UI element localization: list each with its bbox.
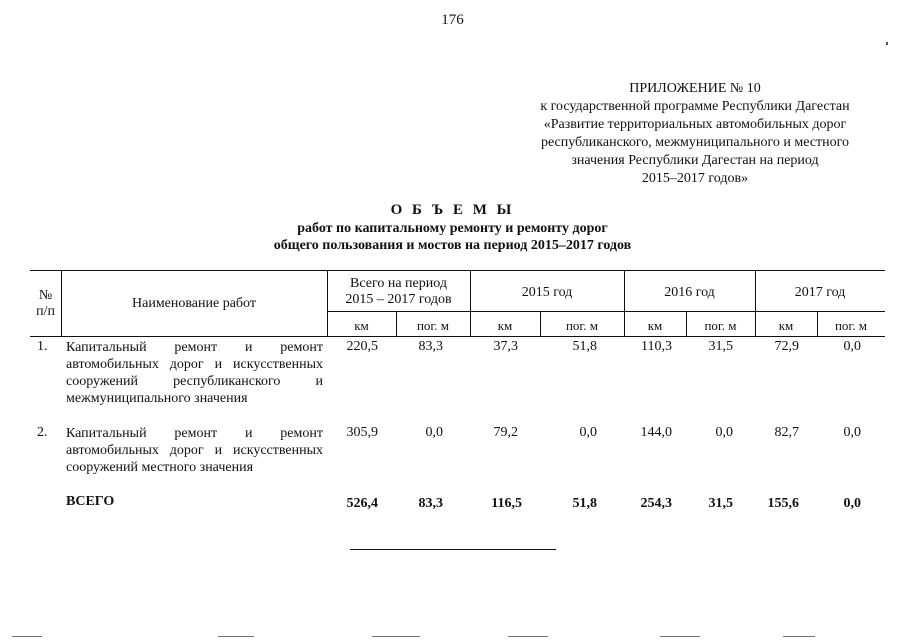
row-name: Капитальный ремонт и ремонт автомобильных дорог и искусственных сооружений местного значения (66, 426, 323, 475)
appendix-line: значения Республики Дагестан на период (571, 153, 819, 168)
scan-edge-mark (783, 636, 815, 637)
page-number: 176 (441, 12, 464, 28)
subheader-pog-m: пог. м (565, 318, 599, 333)
total-value: 526,4 (346, 496, 378, 511)
row-name: Капитальный ремонт и ремонт автомобильных дорог и искусственных сооружений республиканского и межмуниципального значения (66, 340, 323, 406)
subheader-pog-m: пог. м (416, 318, 450, 333)
row-number: 2. (37, 425, 48, 440)
title-main: О Б Ъ Е М Ы (390, 202, 515, 218)
value-cell: 72,9 (774, 339, 799, 354)
value-cell: 0,0 (579, 425, 597, 440)
appendix-line: 2015–2017 годов» (641, 171, 749, 186)
table-top-rule (30, 270, 885, 271)
scan-edge-mark (372, 636, 420, 637)
subheader-km: км (497, 318, 513, 333)
appendix-line: «Развитие территориальных автомобильных дорог (543, 117, 847, 132)
document-title (0, 200, 905, 254)
header-2015: 2015 год (521, 285, 573, 300)
header-total (327, 276, 470, 308)
row-number: 1. (37, 339, 48, 354)
value-cell: 110,3 (641, 339, 672, 354)
appendix-line: к государственной программе Республики Дагестан (540, 99, 850, 114)
value-cell: 305,9 (346, 425, 378, 440)
value-cell: 0,0 (715, 425, 733, 440)
scan-edge-mark (12, 636, 42, 637)
total-value: 83,3 (418, 496, 443, 511)
value-cell: 0,0 (843, 425, 861, 440)
scan-edge-mark (508, 636, 548, 637)
subheader-pog-m: пог. м (834, 318, 868, 333)
value-cell: 144,0 (640, 425, 672, 440)
header-number (30, 288, 61, 320)
appendix-line: республиканского, межмуниципального и местного (540, 135, 850, 150)
total-value: 51,8 (572, 496, 597, 511)
value-cell: 82,7 (774, 425, 799, 440)
header-number-line: п/п (36, 304, 55, 319)
subheader-km: км (354, 318, 369, 333)
title-line: работ по капитальному ремонту и ремонту дорог (297, 221, 608, 236)
subheader-rule (327, 311, 885, 312)
scan-mark (886, 42, 888, 45)
value-cell: 37,3 (493, 339, 518, 354)
value-cell: 83,3 (418, 339, 443, 354)
subheader-km: км (778, 318, 794, 333)
header-2017: 2017 год (794, 285, 846, 300)
subheader-km: км (647, 318, 663, 333)
total-value: 0,0 (843, 496, 861, 511)
header-total-line: 2015 – 2017 годов (345, 292, 452, 307)
total-label: ВСЕГО (66, 494, 115, 509)
appendix-block (520, 80, 870, 188)
value-cell: 31,5 (708, 339, 733, 354)
total-value: 155,6 (767, 496, 799, 511)
value-cell: 220,5 (346, 339, 378, 354)
subheader-pog-m: пог. м (704, 318, 737, 333)
total-value: 31,5 (708, 496, 733, 511)
value-cell: 51,8 (572, 339, 597, 354)
title-line: общего пользования и мостов на период 2015–2017 годов (273, 238, 632, 253)
value-cell: 0,0 (843, 339, 861, 354)
appendix-line: ПРИЛОЖЕНИЕ № 10 (629, 81, 761, 96)
value-cell: 79,2 (493, 425, 518, 440)
total-value: 116,5 (491, 496, 522, 511)
header-number-line: № (38, 288, 53, 303)
header-2016: 2016 год (664, 285, 715, 300)
header-total-line: Всего на период (350, 276, 447, 291)
scan-edge-mark (218, 636, 254, 637)
header-name: Наименование работ (132, 296, 256, 311)
value-cell: 0,0 (425, 425, 443, 440)
total-value: 254,3 (640, 496, 672, 511)
scan-edge-mark (660, 636, 700, 637)
header-bottom-rule (30, 336, 885, 337)
closing-rule (350, 549, 556, 550)
